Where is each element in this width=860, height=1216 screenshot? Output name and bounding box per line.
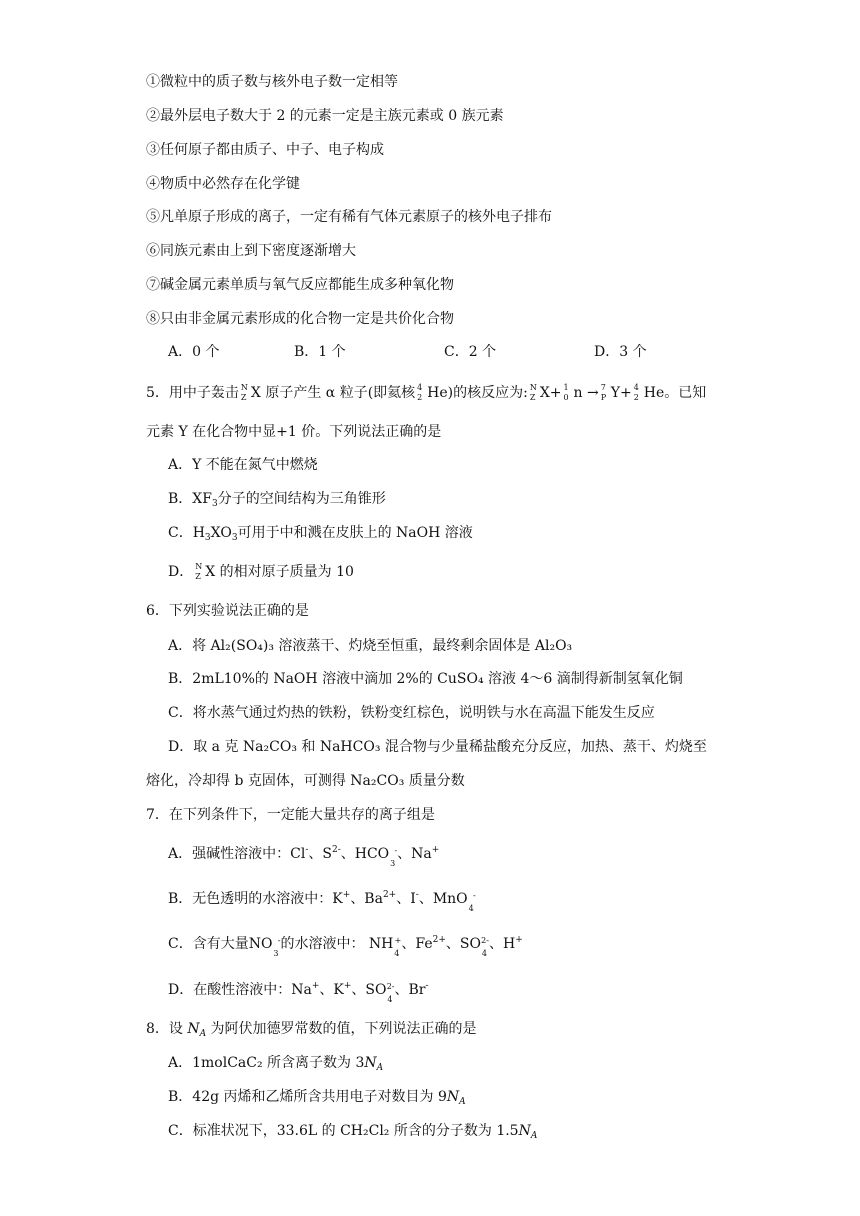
q5-option-c[interactable]: C．$H_3XO_3$可用于中和溅在皮肤上的 NaOH 溶液 [168, 525, 473, 543]
nuclide-x-2: N Z [529, 383, 537, 402]
q7-option-b[interactable]: B．无色透明的水溶液中：K+、$Ba^{2+}$、I-、MnO - 4 [168, 890, 476, 913]
nuclide-he-2: 4 2 [633, 383, 639, 402]
q5-option-d[interactable]: D． N Z X 的相对原子质量为 10 [168, 562, 354, 581]
q8-option-c[interactable]: C．标准状况下，33.6L 的 CH₂Cl₂ 所含的分子数为 $1.5N_A$ [168, 1123, 538, 1141]
q6-option-a[interactable]: A．将 Al₂(SO₄)₃ 溶液蒸干、灼烧至恒重，最终剩余固体是 Al₂O₃ [168, 638, 573, 654]
q5-option-a[interactable]: A．Y 不能在氮气中燃烧 [168, 457, 318, 473]
statement-6: ⑥同族元素由上到下密度逐渐增大 [146, 243, 356, 259]
q5-stem-line2: 元素 Y 在化合物中显+1 价。下列说法正确的是 [146, 424, 442, 440]
nuclide-x-3: N Z [195, 562, 203, 581]
q5-option-b[interactable]: B．$XF_3$分子的空间结构为三角锥形 [168, 491, 386, 509]
q7-stem: 7．在下列条件下，一定能大量共存的离子组是 [146, 807, 435, 823]
q4-option-a[interactable]: A．0 个 [168, 344, 220, 360]
q6-option-b[interactable]: B．2mL10%的 NaOH 溶液中滴加 2%的 CuSO₄ 溶液 4～6 滴制得新制氢氧化铜 [168, 671, 683, 687]
q6-option-d-line2: 熔化，冷却得 b 克固体，可测得 Na₂CO₃ 质量分数 [146, 773, 465, 789]
q4-option-d[interactable]: D．3 个 [594, 344, 647, 360]
q6-option-d-line1[interactable]: D．取 a 克 Na₂CO₃ 和 NaHCO₃ 混合物与少量稀盐酸充分反应，加热、蒸干、灼烧至 [168, 739, 707, 755]
statement-4: ④物质中必然存在化学键 [146, 176, 300, 192]
q4-option-c[interactable]: C．2 个 [444, 344, 497, 360]
nuclide-neutron: 1 0 [563, 383, 569, 402]
q8-stem: 8．设 $N_A$ 为阿伏加德罗常数的值，下列说法正确的是 [146, 1021, 477, 1039]
q6-option-c[interactable]: C．将水蒸气通过灼热的铁粉，铁粉变红棕色，说明铁与水在高温下能发生反应 [168, 705, 655, 721]
statement-7: ⑦碱金属元素单质与氧气反应都能生成多种氧化物 [146, 277, 454, 293]
nuclide-y: 7 P [600, 383, 607, 402]
statement-2: ②最外层电子数大于 2 的元素一定是主族元素或 0 族元素 [146, 108, 504, 124]
nuclide-he: 4 2 [417, 383, 423, 402]
q7-option-a[interactable]: A．强碱性溶液中：Cl-、$S^{2-}$、HCO - 3 、Na+ [168, 845, 440, 868]
statement-3: ③任何原子都由质子、中子、电子构成 [146, 142, 384, 158]
q5-stem-line1: 5．用中子轰击 N Z X 原子产生 α 粒子(即氦核 4 2 He)的核反应为: N Z X+ 1 0 n → 7 P Y+ 4 2 He。已知 [146, 383, 707, 402]
statement-5: ⑤凡单原子形成的离子，一定有稀有气体元素原子的核外电子排布 [146, 209, 552, 225]
statement-8: ⑧只由非金属元素形成的化合物一定是共价化合物 [146, 311, 454, 327]
q7-option-c[interactable]: C．含有大量NO - 3 的水溶液中： NH + 4 、$Fe^{2+}$、SO 2- 4 、H+ [168, 935, 523, 958]
q8-option-b[interactable]: B．42g 丙烯和乙烯所含共用电子对数目为 $9N_A$ [168, 1089, 466, 1107]
statement-1: ①微粒中的质子数与核外电子数一定相等 [146, 74, 398, 90]
q6-stem: 6．下列实验说法正确的是 [146, 603, 309, 619]
nuclide-x: N Z [240, 383, 248, 402]
q8-option-a[interactable]: A．1molCaC₂ 所含离子数为 $3N_A$ [168, 1055, 384, 1073]
q7-option-d[interactable]: D．在酸性溶液中：Na+、K+、SO 2- 4 、Br- [168, 981, 429, 1004]
q4-option-b[interactable]: B．1 个 [294, 344, 346, 360]
